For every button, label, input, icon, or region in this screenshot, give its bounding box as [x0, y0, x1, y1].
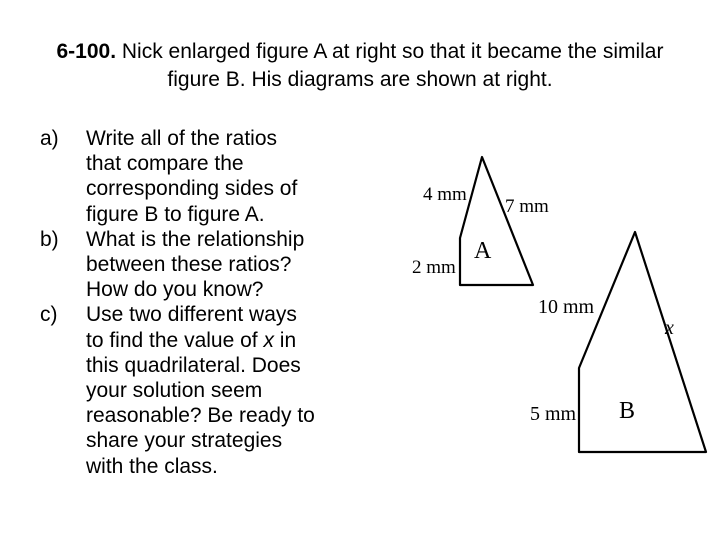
question-line: Use two different ways [86, 303, 297, 327]
question-line: that compare the [86, 152, 244, 176]
question-fragment: to find the value of [86, 328, 264, 352]
question-fragment: in [273, 328, 297, 352]
question-line: between these ratios? [86, 253, 292, 277]
question-c-label: c) [40, 303, 58, 327]
question-a-label: a) [40, 127, 59, 150]
figure-a-shape [460, 157, 533, 285]
figure-b-right-side-label: x [665, 317, 674, 339]
question-line: How do you know? [86, 278, 264, 302]
question-c-text [86, 302, 360, 478]
variable-x: x [263, 328, 274, 352]
question-line: this quadrilateral. Does [86, 353, 301, 377]
question-line: reasonable? Be ready to [86, 404, 315, 428]
question-list [40, 126, 360, 479]
figure-b-name: B [619, 398, 636, 424]
figure-a-right-side-label: 7 mm [505, 196, 549, 217]
question-c [40, 302, 360, 478]
question-b [40, 227, 360, 303]
question-line: your solution seem [86, 379, 263, 403]
problem-number: 6-100. [56, 40, 117, 63]
question-line: Write all of the ratios [86, 127, 278, 150]
question-line: figure B to figure A. [86, 202, 265, 226]
figure-a-left-side-label: 4 mm [423, 184, 467, 205]
question-a-text [86, 126, 360, 227]
figure-a-name: A [474, 238, 492, 264]
question-line [86, 328, 360, 353]
question-b-text [86, 227, 360, 303]
figure-a-bottom-side-label: 2 mm [412, 257, 456, 278]
figure-b-bottom-side-label: 5 mm [530, 403, 577, 425]
question-a [40, 126, 360, 227]
similar-figures-diagram [400, 150, 710, 460]
problem-intro: Nick enlarged figure A at right so that it became the similar figure B. His diagrams are shown at right. [116, 40, 664, 91]
question-line: What is the relationship [86, 227, 305, 251]
question-line: with the class. [86, 454, 218, 478]
question-line: corresponding sides of [86, 177, 298, 201]
problem-statement [40, 38, 680, 94]
figure-b-left-side-label: 10 mm [538, 296, 595, 318]
question-line: share your strategies [86, 429, 283, 453]
figure-b-shape [579, 232, 706, 452]
question-b-label: b) [40, 227, 59, 251]
